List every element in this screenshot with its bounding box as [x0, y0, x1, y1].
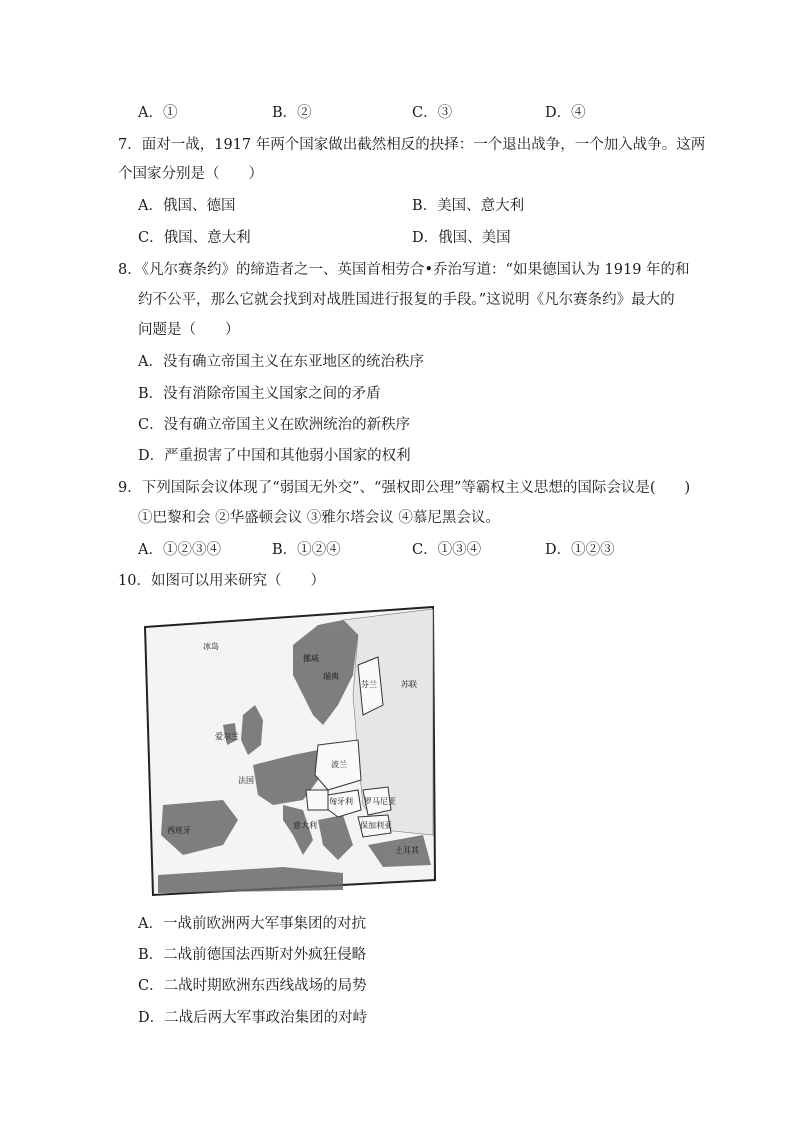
q9-stem-line1: 9．下列国际会议体现了“弱国无外交”、“强权即公理”等霸权主义思想的国际会议是( ) [118, 480, 691, 496]
q7-option-a[interactable]: A．俄国、德国 [138, 198, 236, 214]
q10-option-d[interactable]: D．二战后两大军事政治集团的对峙 [138, 1010, 368, 1026]
map-label-italy: 意大利 [293, 821, 317, 830]
q10-option-a[interactable]: A．一战前欧洲两大军事集团的对抗 [138, 916, 366, 932]
map-label-norway: 挪威 [303, 654, 319, 663]
q9-option-b[interactable]: B．①②④ [272, 542, 341, 558]
q10-option-c[interactable]: C．二战时期欧洲东西线战场的局势 [138, 978, 367, 994]
map-label-turkey: 土耳其 [395, 846, 419, 855]
q8-option-c[interactable]: C．没有确立帝国主义在欧洲统治的新秩序 [138, 417, 411, 433]
map-label-hungary: 匈牙利 [329, 797, 353, 806]
map-label-spain: 西班牙 [167, 826, 191, 835]
q9-option-c[interactable]: C．①③④ [412, 542, 482, 558]
map-label-finland: 芬兰 [361, 680, 377, 689]
map-label-ireland: 爱尔兰 [215, 732, 239, 741]
q7-option-c[interactable]: C．俄国、意大利 [138, 230, 251, 246]
q10-option-b[interactable]: B．二战前德国法西斯对外疯狂侵略 [138, 947, 367, 963]
q8-option-a[interactable]: A．没有确立帝国主义在东亚地区的统治秩序 [138, 354, 424, 370]
map-label-france: 法国 [238, 776, 254, 785]
q8-option-b[interactable]: B．没有消除帝国主义国家之间的矛盾 [138, 386, 381, 402]
q6-option-a[interactable]: A．① [138, 105, 178, 121]
map-label-bulgaria: 保加利亚 [360, 821, 392, 830]
q9-stem-line2: ①巴黎和会 ②华盛顿会议 ③雅尔塔会议 ④慕尼黑会议。 [138, 510, 500, 526]
q8-stem-line2: 约不公平，那么它就会找到对战胜国进行报复的手段。”这说明《凡尔赛条约》最大的 [138, 292, 675, 308]
q7-option-b[interactable]: B．美国、意大利 [412, 198, 525, 214]
q9-option-d[interactable]: D．①②③ [545, 542, 615, 558]
q8-stem-line1: 8．《凡尔赛条约》的缔造者之一、英国首相劳合•乔治写道：“如果德国认为 1919 年的和 [118, 262, 690, 278]
q10-stem-line1: 10．如图可以用来研究（ ） [118, 573, 325, 589]
q7-stem-line2: 个国家分别是（ ） [118, 166, 263, 182]
europe-map [143, 605, 437, 897]
q8-option-d[interactable]: D．严重损害了中国和其他弱小国家的权利 [138, 448, 411, 464]
q7-stem-line1: 7．面对一战，1917 年两个国家做出截然相反的抉择：一个退出战争，一个加入战争。这两 [118, 137, 706, 153]
q6-option-b[interactable]: B．② [272, 105, 312, 121]
map-label-iceland: 冰岛 [203, 642, 219, 651]
q8-stem-line3: 问题是（ ） [138, 322, 240, 338]
q9-option-a[interactable]: A．①②③④ [138, 542, 221, 558]
q6-option-c[interactable]: C．③ [412, 105, 453, 121]
map-label-soviet: 苏联 [401, 680, 417, 689]
map-label-romania: 罗马尼亚 [364, 797, 396, 806]
q6-option-d[interactable]: D．④ [545, 105, 586, 121]
map-label-sweden: 瑞典 [323, 672, 339, 681]
map-label-poland: 波兰 [331, 760, 347, 769]
q7-option-d[interactable]: D．俄国、美国 [412, 230, 511, 246]
